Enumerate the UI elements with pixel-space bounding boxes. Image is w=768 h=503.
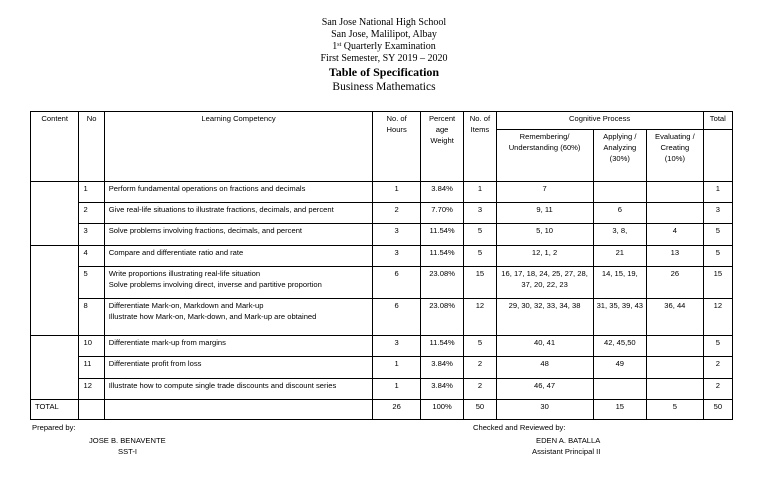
row-items: 1 (464, 182, 496, 203)
checked-by-title: Assistant Principal II (532, 447, 601, 456)
row-no: 10 (79, 336, 104, 357)
row-applying: 6 (593, 203, 647, 224)
totals-no-blank (79, 400, 104, 420)
row-competency: Compare and differentiate ratio and rate (104, 246, 373, 267)
row-remembering: 40, 41 (496, 336, 593, 357)
row-evaluating (647, 336, 704, 357)
content-cell (31, 336, 79, 400)
totals-evaluating: 5 (647, 400, 704, 420)
row-percent: 3.84% (420, 182, 463, 203)
header-hours: No. of Hours (373, 112, 420, 182)
row-total: 2 (703, 379, 732, 400)
table-row (31, 336, 733, 357)
header-items: No. of Items (464, 112, 496, 182)
row-percent: 11.54% (420, 224, 463, 246)
row-percent: 3.84% (420, 357, 463, 379)
row-applying: 42, 45,50 (593, 336, 647, 357)
row-applying: 21 (593, 246, 647, 267)
school-address: San Jose, Malilipot, Albay (331, 29, 437, 40)
row-no: 1 (79, 182, 104, 203)
checked-by-name: EDEN A. BATALLA (536, 436, 601, 445)
row-competency: Illustrate how to compute single trade discounts and discount series (104, 379, 373, 400)
row-items: 2 (464, 379, 496, 400)
table-row (31, 246, 733, 267)
row-percent: 3.84% (420, 379, 463, 400)
row-applying (593, 379, 647, 400)
row-percent: 23.08% (420, 299, 463, 336)
row-total: 3 (703, 203, 732, 224)
totals-remembering: 30 (496, 400, 593, 420)
row-no: 3 (79, 224, 104, 246)
row-no: 8 (79, 299, 104, 336)
row-competency: Solve problems involving fractions, decimals, and percent (104, 224, 373, 246)
row-no: 11 (79, 357, 104, 379)
row-competency: Write proportions illustrating real-life situation Solve problems involving direct, inverse and partitive proportion (104, 267, 373, 299)
row-percent: 23.08% (420, 267, 463, 299)
row-hours: 3 (373, 246, 420, 267)
row-items: 3 (464, 203, 496, 224)
row-total: 5 (703, 246, 732, 267)
row-evaluating (647, 182, 704, 203)
row-evaluating: 4 (647, 224, 704, 246)
content-cell (31, 182, 79, 246)
totals-total: 50 (703, 400, 732, 420)
table-row (31, 267, 733, 299)
row-hours: 1 (373, 357, 420, 379)
row-evaluating (647, 379, 704, 400)
prepared-by-name: JOSE B. BENAVENTE (89, 436, 166, 445)
row-competency: Give real-life situations to illustrate fractions, decimals, and percent (104, 203, 373, 224)
row-evaluating: 13 (647, 246, 704, 267)
row-remembering: 48 (496, 357, 593, 379)
row-competency: Differentiate mark-up from margins (104, 336, 373, 357)
row-no: 5 (79, 267, 104, 299)
header-evaluating: Evaluating / Creating (10%) (647, 130, 704, 182)
semester: First Semester, SY 2019 – 2020 (320, 53, 448, 64)
row-remembering: 9, 11 (496, 203, 593, 224)
totals-row (31, 400, 733, 420)
row-competency: Differentiate Mark-on, Markdown and Mark-up Illustrate how Mark-on, Mark-down, and Mark-up are obtained (104, 299, 373, 336)
row-percent: 11.54% (420, 246, 463, 267)
row-total: 1 (703, 182, 732, 203)
header-content: Content (31, 112, 79, 182)
header-percent: Percent age Weight (420, 112, 463, 182)
school-name: San Jose National High School (321, 17, 447, 28)
row-competency: Perform fundamental operations on fractions and decimals (104, 182, 373, 203)
row-items: 5 (464, 224, 496, 246)
totals-competency-blank (104, 400, 373, 420)
document-header (0, 17, 768, 94)
row-applying: 31, 35, 39, 43 (593, 299, 647, 336)
row-competency: Differentiate profit from loss (104, 357, 373, 379)
row-hours: 1 (373, 182, 420, 203)
row-items: 5 (464, 336, 496, 357)
header-remembering: Remembering/ Understanding (60%) (496, 130, 593, 182)
header-applying: Applying / Analyzing (30%) (593, 130, 647, 182)
row-items: 2 (464, 357, 496, 379)
prepared-by-title: SST-I (118, 447, 137, 456)
row-percent: 11.54% (420, 336, 463, 357)
header-cognitive: Cognitive Process (496, 112, 703, 130)
table-row (31, 299, 733, 336)
totals-items: 50 (464, 400, 496, 420)
row-evaluating: 36, 44 (647, 299, 704, 336)
header-total-blank (703, 130, 732, 182)
row-applying (593, 182, 647, 203)
row-total: 5 (703, 336, 732, 357)
specification-table (30, 111, 733, 420)
header-total: Total (703, 112, 732, 130)
row-items: 5 (464, 246, 496, 267)
table-header-row (31, 112, 733, 130)
subject-name: Business Mathematics (332, 81, 436, 93)
row-hours: 2 (373, 203, 420, 224)
totals-percent: 100% (420, 400, 463, 420)
table-row (31, 182, 733, 203)
row-total: 12 (703, 299, 732, 336)
row-items: 15 (464, 267, 496, 299)
row-remembering: 29, 30, 32, 33, 34, 38 (496, 299, 593, 336)
checked-by-label: Checked and Reviewed by: (473, 423, 566, 432)
totals-hours: 26 (373, 400, 420, 420)
row-remembering: 46, 47 (496, 379, 593, 400)
table-row (31, 203, 733, 224)
row-hours: 6 (373, 267, 420, 299)
row-hours: 3 (373, 336, 420, 357)
row-evaluating (647, 357, 704, 379)
content-cell (31, 246, 79, 336)
row-hours: 6 (373, 299, 420, 336)
row-total: 15 (703, 267, 732, 299)
row-no: 12 (79, 379, 104, 400)
row-applying: 49 (593, 357, 647, 379)
table-row (31, 357, 733, 379)
totals-label: TOTAL (31, 400, 79, 420)
row-hours: 1 (373, 379, 420, 400)
exam-name: 1st Quarterly Examination (332, 41, 436, 52)
row-hours: 3 (373, 224, 420, 246)
row-total: 5 (703, 224, 732, 246)
row-remembering: 16, 17, 18, 24, 25, 27, 28, 37, 20, 22, 23 (496, 267, 593, 299)
row-items: 12 (464, 299, 496, 336)
row-no: 2 (79, 203, 104, 224)
row-applying: 14, 15, 19, (593, 267, 647, 299)
header-no: No (79, 112, 104, 182)
document-title: Table of Specification (328, 65, 440, 79)
table-row (31, 379, 733, 400)
row-evaluating: 26 (647, 267, 704, 299)
row-remembering: 7 (496, 182, 593, 203)
totals-applying: 15 (593, 400, 647, 420)
row-percent: 7.70% (420, 203, 463, 224)
row-remembering: 12, 1, 2 (496, 246, 593, 267)
row-no: 4 (79, 246, 104, 267)
row-remembering: 5, 10 (496, 224, 593, 246)
row-applying: 3, 8, (593, 224, 647, 246)
table-row (31, 224, 733, 246)
prepared-by-label: Prepared by: (32, 423, 76, 432)
row-total: 2 (703, 357, 732, 379)
header-competency: Learning Competency (104, 112, 373, 182)
row-evaluating (647, 203, 704, 224)
